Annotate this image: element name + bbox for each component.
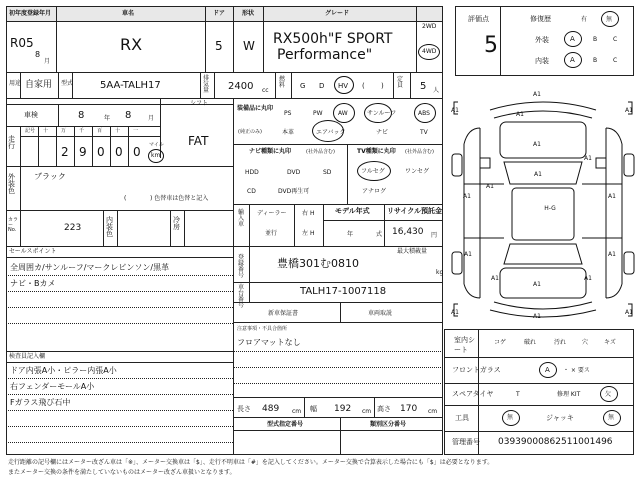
spare-t: T — [516, 391, 520, 398]
exterior-grade-b: B — [593, 36, 598, 43]
new-car-warranty-label: 新車保証書 — [268, 310, 299, 317]
drive-4wd: 4WD — [422, 48, 437, 55]
equip-abs: ABS — [418, 110, 430, 117]
drive-2wd: 2WD — [422, 23, 437, 30]
tools-label: 工具 — [455, 414, 469, 422]
sales-point-line-1: 全周囲カ/サンルーフ/マークレビンソン/黒革 — [10, 263, 170, 272]
mileage-digit: 0 — [97, 145, 105, 159]
fuel-label: 燃料 — [279, 76, 286, 89]
length-value: 489 — [262, 404, 280, 414]
mileage-unit-label: 千 — [79, 128, 85, 134]
inspection-month: 8 — [125, 110, 132, 121]
diagram-label: A1 — [486, 183, 494, 190]
exterior-note-prefix: ( — [124, 195, 127, 202]
fuel-paren-open: ( — [362, 82, 365, 90]
caution-label: 注意事項・不具合箇所 — [237, 326, 288, 332]
nav-dvd-play: DVD再生可 — [278, 188, 310, 195]
diagram-label: H-G — [544, 205, 556, 212]
car-name: RX — [120, 35, 143, 54]
car-name-label: 車名 — [122, 10, 135, 17]
diagram-label: A1 — [608, 193, 616, 200]
shape-label: 形状 — [242, 10, 255, 17]
fuel-g: G — [300, 82, 306, 90]
car-damage-diagram — [450, 88, 636, 324]
diagram-label: A1 — [463, 193, 471, 200]
diagram-label: A1 — [533, 141, 541, 148]
equip-leather: 本革 — [282, 129, 295, 136]
interior-grade-c: C — [613, 57, 618, 64]
inspection-label: 車検 — [24, 111, 38, 119]
diagram-label: A1 — [584, 275, 592, 282]
tv-fullseg: フルセグ — [361, 168, 385, 175]
door-label: ドア — [213, 10, 225, 17]
import-handle-right: H — [310, 210, 315, 217]
grade-line2: Performance" — [277, 47, 373, 63]
diagram-label: A1 — [534, 171, 542, 178]
diagram-label: A1 — [625, 309, 633, 316]
use-value: 自家用 — [25, 80, 53, 90]
first-reg-month-unit: 月 — [44, 58, 51, 65]
overall-label: 評価点 — [468, 15, 489, 23]
model-label: 型式 — [61, 80, 74, 87]
inspector-note-line-1: ドア内張A小・ピラー内張A小 — [10, 366, 117, 375]
interior-score-label: 内装 — [535, 57, 549, 65]
import-label: 輸入車 — [238, 209, 245, 228]
interior-seat-label: 室内シート — [454, 336, 475, 354]
repair-label: 修復歴 — [530, 15, 551, 23]
diagram-label: A1 — [533, 91, 541, 98]
model-value: 5AA-TALH17 — [100, 80, 161, 91]
import-right: 右 — [302, 210, 309, 217]
mileage-digit: 0 — [115, 145, 123, 159]
equip-aw: AW — [338, 110, 348, 117]
nav-hdd: HDD — [245, 169, 259, 176]
model-year-suffix: 年 — [347, 231, 354, 238]
mileage-digit: 2 — [61, 145, 69, 159]
recycle-unit: 円 — [431, 232, 438, 239]
diagram-label: A1 — [491, 275, 499, 282]
import-handle-left: H — [310, 230, 315, 237]
plate-label: 登録番号 — [238, 254, 245, 279]
management-value: 0393900086251100149​6 — [498, 437, 613, 447]
chassis-value: TALH17-1007118 — [300, 286, 387, 297]
fuel-d: D — [319, 82, 325, 90]
diagram-label: A1 — [584, 155, 592, 162]
seat-hole: 穴 — [582, 339, 589, 346]
length-unit: cm — [292, 408, 302, 415]
vehicle-manual-label: 車両取説 — [368, 310, 393, 317]
mileage-unit-label: 一 — [133, 128, 139, 134]
exterior-note-suffix: ) 色替車は色替と記入 — [150, 195, 209, 202]
chassis-label: 車台番号 — [238, 284, 245, 309]
diagram-label: A1 — [451, 309, 459, 316]
nav-sd: SD — [323, 169, 332, 176]
repair-no: 無 — [606, 16, 613, 23]
jack-label: ジャッキ — [546, 414, 574, 422]
footer-line-2: またメーター交換の条件を満たしていないものはメーター改ざん車扱いとなります。 — [8, 469, 236, 476]
capacity-unit: 人 — [433, 87, 440, 94]
spare-label: スペアタイヤ — [452, 390, 494, 398]
shift-label: シフト — [190, 100, 209, 107]
diagram-label: A1 — [516, 111, 524, 118]
equip-airbag: エアバック — [316, 129, 346, 136]
equipment-label: 装備品に丸印 — [237, 105, 274, 112]
exterior-grade-a: A — [570, 35, 575, 43]
exterior-value: ブラック — [34, 172, 66, 181]
tv-oneseg: ワンセグ — [405, 168, 430, 175]
diagram-label: A1 — [464, 251, 472, 258]
equip-sunroof: サンルーフ — [367, 110, 397, 117]
first-reg-month: 8 — [35, 50, 41, 59]
management-label: 管理番号 — [452, 438, 480, 446]
use-label: 用途 — [9, 80, 22, 87]
color-no-label: カラーNo. — [8, 217, 19, 233]
footer-line-1: 走行距離の記号欄にはメーター改ざん車は「※」、メーター交換車は「$」、走行不明車は「#」を記入してください。メーター交換で合算表示した場合にも「$」は必要となります。 — [8, 459, 494, 466]
interior-grade-b: B — [593, 57, 598, 64]
spare-repair-kit: 修理 KIT — [557, 391, 581, 398]
import-parallel: 並行 — [265, 230, 278, 237]
seat-scratch: キズ — [604, 339, 616, 346]
grade-line1: RX500h"F SPORT — [273, 31, 393, 47]
caution-line-1: フロアマットなし — [237, 338, 301, 347]
inspection-year: 8 — [78, 110, 85, 121]
sales-point-line-2: ナビ・Bカメ — [10, 279, 56, 288]
diagram-label: A1 — [451, 107, 459, 114]
type-no-label: 型式指定番号 — [267, 421, 304, 428]
fuel-hv: HV — [338, 82, 349, 90]
first-reg-year: R05 — [10, 36, 34, 50]
seat-burn: コゲ — [494, 339, 507, 346]
inspection-month-unit: 月 — [148, 115, 155, 122]
equip-tv: TV — [420, 129, 428, 136]
width-unit: cm — [362, 408, 372, 415]
equip-pw: PW — [313, 110, 323, 117]
overall-score: 5 — [484, 33, 498, 58]
width-value: 192 — [334, 404, 352, 414]
exterior-score-label: 外装 — [535, 36, 549, 44]
inspector-note-line-2: 右フェンダーモールA小 — [10, 382, 95, 391]
grade-label: グレード — [325, 10, 350, 17]
mileage-unit-km: km — [151, 152, 161, 159]
sales-points-label: セールスポイント — [9, 248, 57, 255]
recall-label: 冷房 — [173, 216, 180, 231]
mileage-digit: 0 — [133, 145, 141, 159]
height-unit: cm — [428, 408, 438, 415]
diagram-label: A1 — [625, 107, 633, 114]
tv-title: TV種類に丸印 — [357, 148, 396, 155]
tv-title-note: (社外品含む) — [405, 149, 434, 155]
mileage-unit-label: 記号 — [25, 128, 36, 134]
equip-navi: ナビ — [376, 129, 389, 136]
interior-label: 内装色 — [106, 216, 113, 238]
jack-value: 無 — [608, 414, 615, 421]
color-no: 223 — [64, 223, 82, 233]
displacement-label: 排気量 — [203, 75, 210, 94]
plate-value: 豊橋301む0810 — [277, 257, 359, 270]
front-glass-label: フロントガラス — [452, 366, 501, 374]
inspection-year-unit: 年 — [104, 115, 111, 122]
fuel-paren-close: ) — [381, 82, 384, 90]
max-load-unit: kg — [436, 269, 444, 276]
front-glass-required: ・ × 要ス — [563, 367, 590, 374]
mileage-unit-label: 十 — [115, 128, 121, 134]
capacity-value: 5 — [420, 81, 427, 92]
inspector-notes-label: 検査員記入欄 — [9, 353, 46, 360]
interior-grade-a: A — [570, 56, 575, 64]
equipment-sublabel: (純正のみ) — [238, 129, 262, 135]
recycle-value: 16,430 — [392, 227, 424, 237]
height-label: 高さ — [377, 405, 391, 413]
diagram-label: A1 — [533, 281, 541, 288]
recycle-label: リサイクル預託金 — [387, 207, 443, 215]
seat-dirt: 汚れ — [554, 339, 567, 346]
mileage-digit: 9 — [79, 145, 87, 159]
length-label: 長さ — [237, 405, 251, 413]
diagram-label: A1 — [608, 251, 616, 258]
mileage-unit-mile: マイル — [149, 142, 164, 148]
nav-title: ナビ種類に丸印 — [249, 148, 292, 155]
front-glass-grade: A — [545, 366, 550, 374]
mileage-unit-label: 万 — [61, 128, 67, 134]
height-value: 170 — [400, 404, 418, 414]
first-reg-label: 初年度登録年月 — [9, 10, 52, 17]
width-label: 幅 — [310, 405, 317, 413]
repair-yes: 有 — [581, 16, 588, 23]
displacement-unit: cc — [262, 87, 269, 94]
mileage-unit-label: 百 — [97, 128, 103, 134]
import-left: 左 — [302, 230, 309, 237]
inspector-note-line-3: Fガラス飛び石中 — [10, 398, 71, 407]
diagram-label: A1 — [533, 313, 541, 320]
class-no-label: 類別区分番号 — [370, 421, 407, 428]
shape: W — [243, 39, 255, 53]
exterior-label: 外装色 — [8, 173, 15, 195]
doors: 5 — [215, 39, 223, 53]
import-dealer: ディーラー — [257, 210, 287, 217]
seat-tear: 破れ — [524, 339, 537, 346]
capacity-label: 定員 — [397, 76, 404, 89]
mileage-label: 走行 — [8, 135, 15, 150]
nav-dvd: DVD — [287, 169, 301, 176]
exterior-grade-c: C — [613, 36, 618, 43]
model-year-type: 式 — [376, 231, 383, 238]
shift-value: FAT — [188, 134, 209, 148]
max-load-label: 最大積載量 — [397, 248, 428, 255]
tools-value: 無 — [507, 414, 514, 421]
nav-cd: CD — [247, 188, 256, 195]
nav-title-note: (社外品含む) — [306, 149, 335, 155]
mileage-unit-label: 十 — [43, 128, 49, 134]
displacement-value: 2400 — [228, 81, 254, 92]
equip-ps: PS — [284, 110, 292, 117]
spare-none: 欠 — [605, 391, 612, 398]
tv-analog: アナログ — [362, 188, 387, 195]
model-year-label: モデル年式 — [335, 207, 370, 215]
